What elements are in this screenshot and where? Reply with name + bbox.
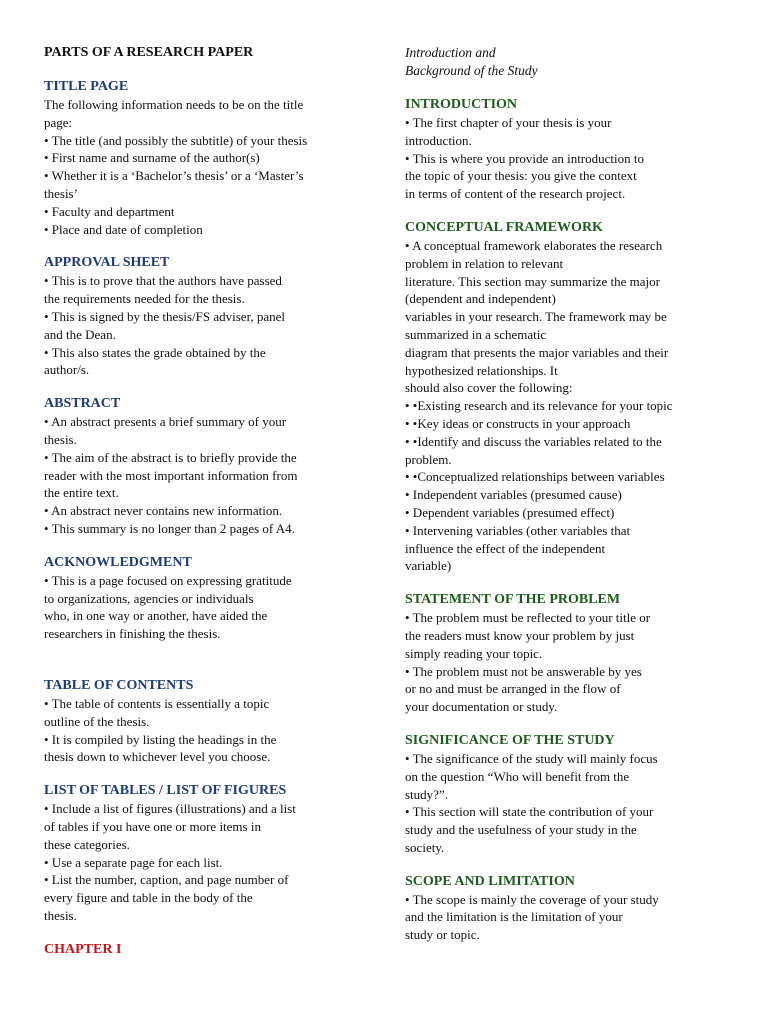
section-heading: ABSTRACT xyxy=(44,396,121,412)
text-line: • The problem must be reflected to your title or xyxy=(405,610,651,626)
text-line: or no and must be arranged in the flow of xyxy=(405,681,621,697)
section-conceptual-framework xyxy=(405,219,735,575)
text-line: • Include a list of figures (illustrations) and a list xyxy=(44,801,296,817)
text-line: • Intervening variables (other variables that xyxy=(405,522,631,538)
text-line: the requirements needed for the thesis. xyxy=(44,291,245,307)
section-scope xyxy=(405,873,735,944)
section-heading: STATEMENT OF THE PROBLEM xyxy=(405,592,621,608)
text-line: researchers in finishing the thesis. xyxy=(44,626,221,642)
text-line: society. xyxy=(405,839,445,855)
text-line: (dependent and independent) xyxy=(405,291,556,307)
text-line: • A conceptual framework elaborates the research xyxy=(405,237,663,253)
text-line: summarized in a schematic xyxy=(405,326,547,342)
chapter-subtitle-line: Background of the Study xyxy=(405,63,538,78)
text-line: • An abstract never contains new information. xyxy=(44,503,283,519)
section-heading: TABLE OF CONTENTS xyxy=(44,677,194,693)
text-line: these categories. xyxy=(44,836,130,852)
text-line: page: xyxy=(44,114,73,130)
text-line: study?”. xyxy=(405,786,448,802)
text-line: variables in your research. The framework may be xyxy=(405,309,667,325)
text-line: • •Existing research and its relevance for your topic xyxy=(405,398,673,414)
section-heading: ACKNOWLEDGMENT xyxy=(44,554,192,570)
text-line: to organizations, agencies or individuals xyxy=(44,590,254,606)
text-line: • Independent variables (presumed cause) xyxy=(405,487,622,503)
text-line: problem in relation to relevant xyxy=(405,255,564,271)
text-line: your documentation or study. xyxy=(405,699,558,715)
chapter-heading: CHAPTER I xyxy=(44,941,122,957)
text-line: study or topic. xyxy=(405,927,480,943)
text-line: • Place and date of completion xyxy=(44,221,203,237)
section-abstract xyxy=(44,395,364,538)
section-heading: INTRODUCTION xyxy=(405,97,518,112)
text-line: • First name and surname of the author(s) xyxy=(44,150,260,166)
text-line: • List the number, caption, and page number of xyxy=(44,872,289,888)
section-statement-of-problem xyxy=(405,591,735,716)
text-line: • This is signed by the thesis/FS adviser, panel xyxy=(44,308,286,324)
text-line: • It is compiled by listing the headings in the xyxy=(44,731,277,747)
text-line: and the limitation is the limitation of your xyxy=(405,909,623,925)
text-line: thesis’ xyxy=(44,185,78,201)
text-line: • Dependent variables (presumed effect) xyxy=(405,504,615,520)
text-line: study and the usefulness of your study in the xyxy=(405,822,637,838)
document-title: PARTS OF A RESEARCH PAPER xyxy=(44,45,254,60)
section-acknowledgment xyxy=(44,554,364,643)
text-line: • The aim of the abstract is to briefly provide the xyxy=(44,449,297,465)
text-line: diagram that presents the major variables and their xyxy=(405,344,669,360)
text-line: • This is to prove that the authors have passed xyxy=(44,273,282,289)
text-line: every figure and table in the body of the xyxy=(44,890,253,906)
text-line: • •Identify and discuss the variables related to the xyxy=(405,433,662,449)
text-line: the readers must know your problem by just xyxy=(405,627,635,643)
text-line: literature. This section may summarize the major xyxy=(405,273,660,289)
section-table-of-contents xyxy=(44,677,364,766)
text-line: • Use a separate page for each list. xyxy=(44,854,223,870)
text-line: variable) xyxy=(405,558,452,574)
text-line: • Whether it is a ‘Bachelor’s thesis’ or a ‘Master’s xyxy=(44,168,304,184)
section-heading: TITLE PAGE xyxy=(44,79,129,94)
section-heading: APPROVAL SHEET xyxy=(44,255,170,271)
text-line: • An abstract presents a brief summary of your xyxy=(44,414,287,430)
text-line: the topic of your thesis: you give the context xyxy=(405,168,637,184)
text-line: • The first chapter of your thesis is your xyxy=(405,115,612,130)
text-line: • The scope is mainly the coverage of your study xyxy=(405,891,659,907)
text-line: influence the effect of the independent xyxy=(405,540,606,556)
text-line: outline of the thesis. xyxy=(44,713,150,729)
text-line: • •Key ideas or constructs in your approach xyxy=(405,415,631,431)
left-column xyxy=(44,44,364,959)
chapter-subtitle-line: Introduction and xyxy=(405,45,496,60)
text-line: author/s. xyxy=(44,362,90,378)
section-title-page xyxy=(44,78,364,238)
section-introduction xyxy=(405,96,735,203)
text-line: problem. xyxy=(405,451,452,467)
text-line: • This also states the grade obtained by the xyxy=(44,344,266,360)
text-line: • The title (and possibly the subtitle) of your thesis xyxy=(44,132,308,148)
text-line: • This summary is no longer than 2 pages of A4. xyxy=(44,520,295,536)
section-heading: SIGNIFICANCE OF THE STUDY xyxy=(405,732,615,748)
text-line: the entire text. xyxy=(44,485,119,501)
text-line: • This is where you provide an introduction to xyxy=(405,150,644,166)
text-line: simply reading your topic. xyxy=(405,645,543,661)
text-line: of tables if you have one or more items in xyxy=(44,818,261,834)
text-line: • This section will state the contribution of your xyxy=(405,804,654,820)
text-line: reader with the most important information from xyxy=(44,467,298,483)
section-heading: SCOPE AND LIMITATION xyxy=(405,873,575,889)
text-line: and the Dean. xyxy=(44,326,116,342)
text-line: introduction. xyxy=(405,132,472,148)
section-heading: CONCEPTUAL FRAMEWORK xyxy=(405,219,603,235)
text-line: • This is a page focused on expressing gratitude xyxy=(44,572,292,588)
text-line: thesis. xyxy=(44,431,77,447)
text-line: • The problem must not be answerable by yes xyxy=(405,663,642,679)
section-approval-sheet xyxy=(44,254,364,379)
right-column xyxy=(405,44,735,944)
text-line: who, in one way or another, have aided the xyxy=(44,608,268,624)
text-line: thesis down to whichever level you choose. xyxy=(44,749,271,765)
text-line: • The table of contents is essentially a topic xyxy=(44,695,270,711)
text-line: should also cover the following: xyxy=(405,380,573,396)
text-line: • The significance of the study will mainly focus xyxy=(405,750,658,766)
text-line: thesis. xyxy=(44,907,77,923)
section-heading: LIST OF TABLES / LIST OF FIGURES xyxy=(44,783,287,799)
text-line: • •Conceptualized relationships between variables xyxy=(405,469,665,485)
section-significance xyxy=(405,732,735,857)
text-line: The following information needs to be on the title xyxy=(44,97,304,112)
text-line: hypothesized relationships. It xyxy=(405,362,558,378)
text-line: on the question “Who will benefit from the xyxy=(405,768,630,784)
text-line: • Faculty and department xyxy=(44,203,175,219)
text-line: in terms of content of the research project. xyxy=(405,186,626,202)
section-list-of-tables xyxy=(44,782,364,925)
